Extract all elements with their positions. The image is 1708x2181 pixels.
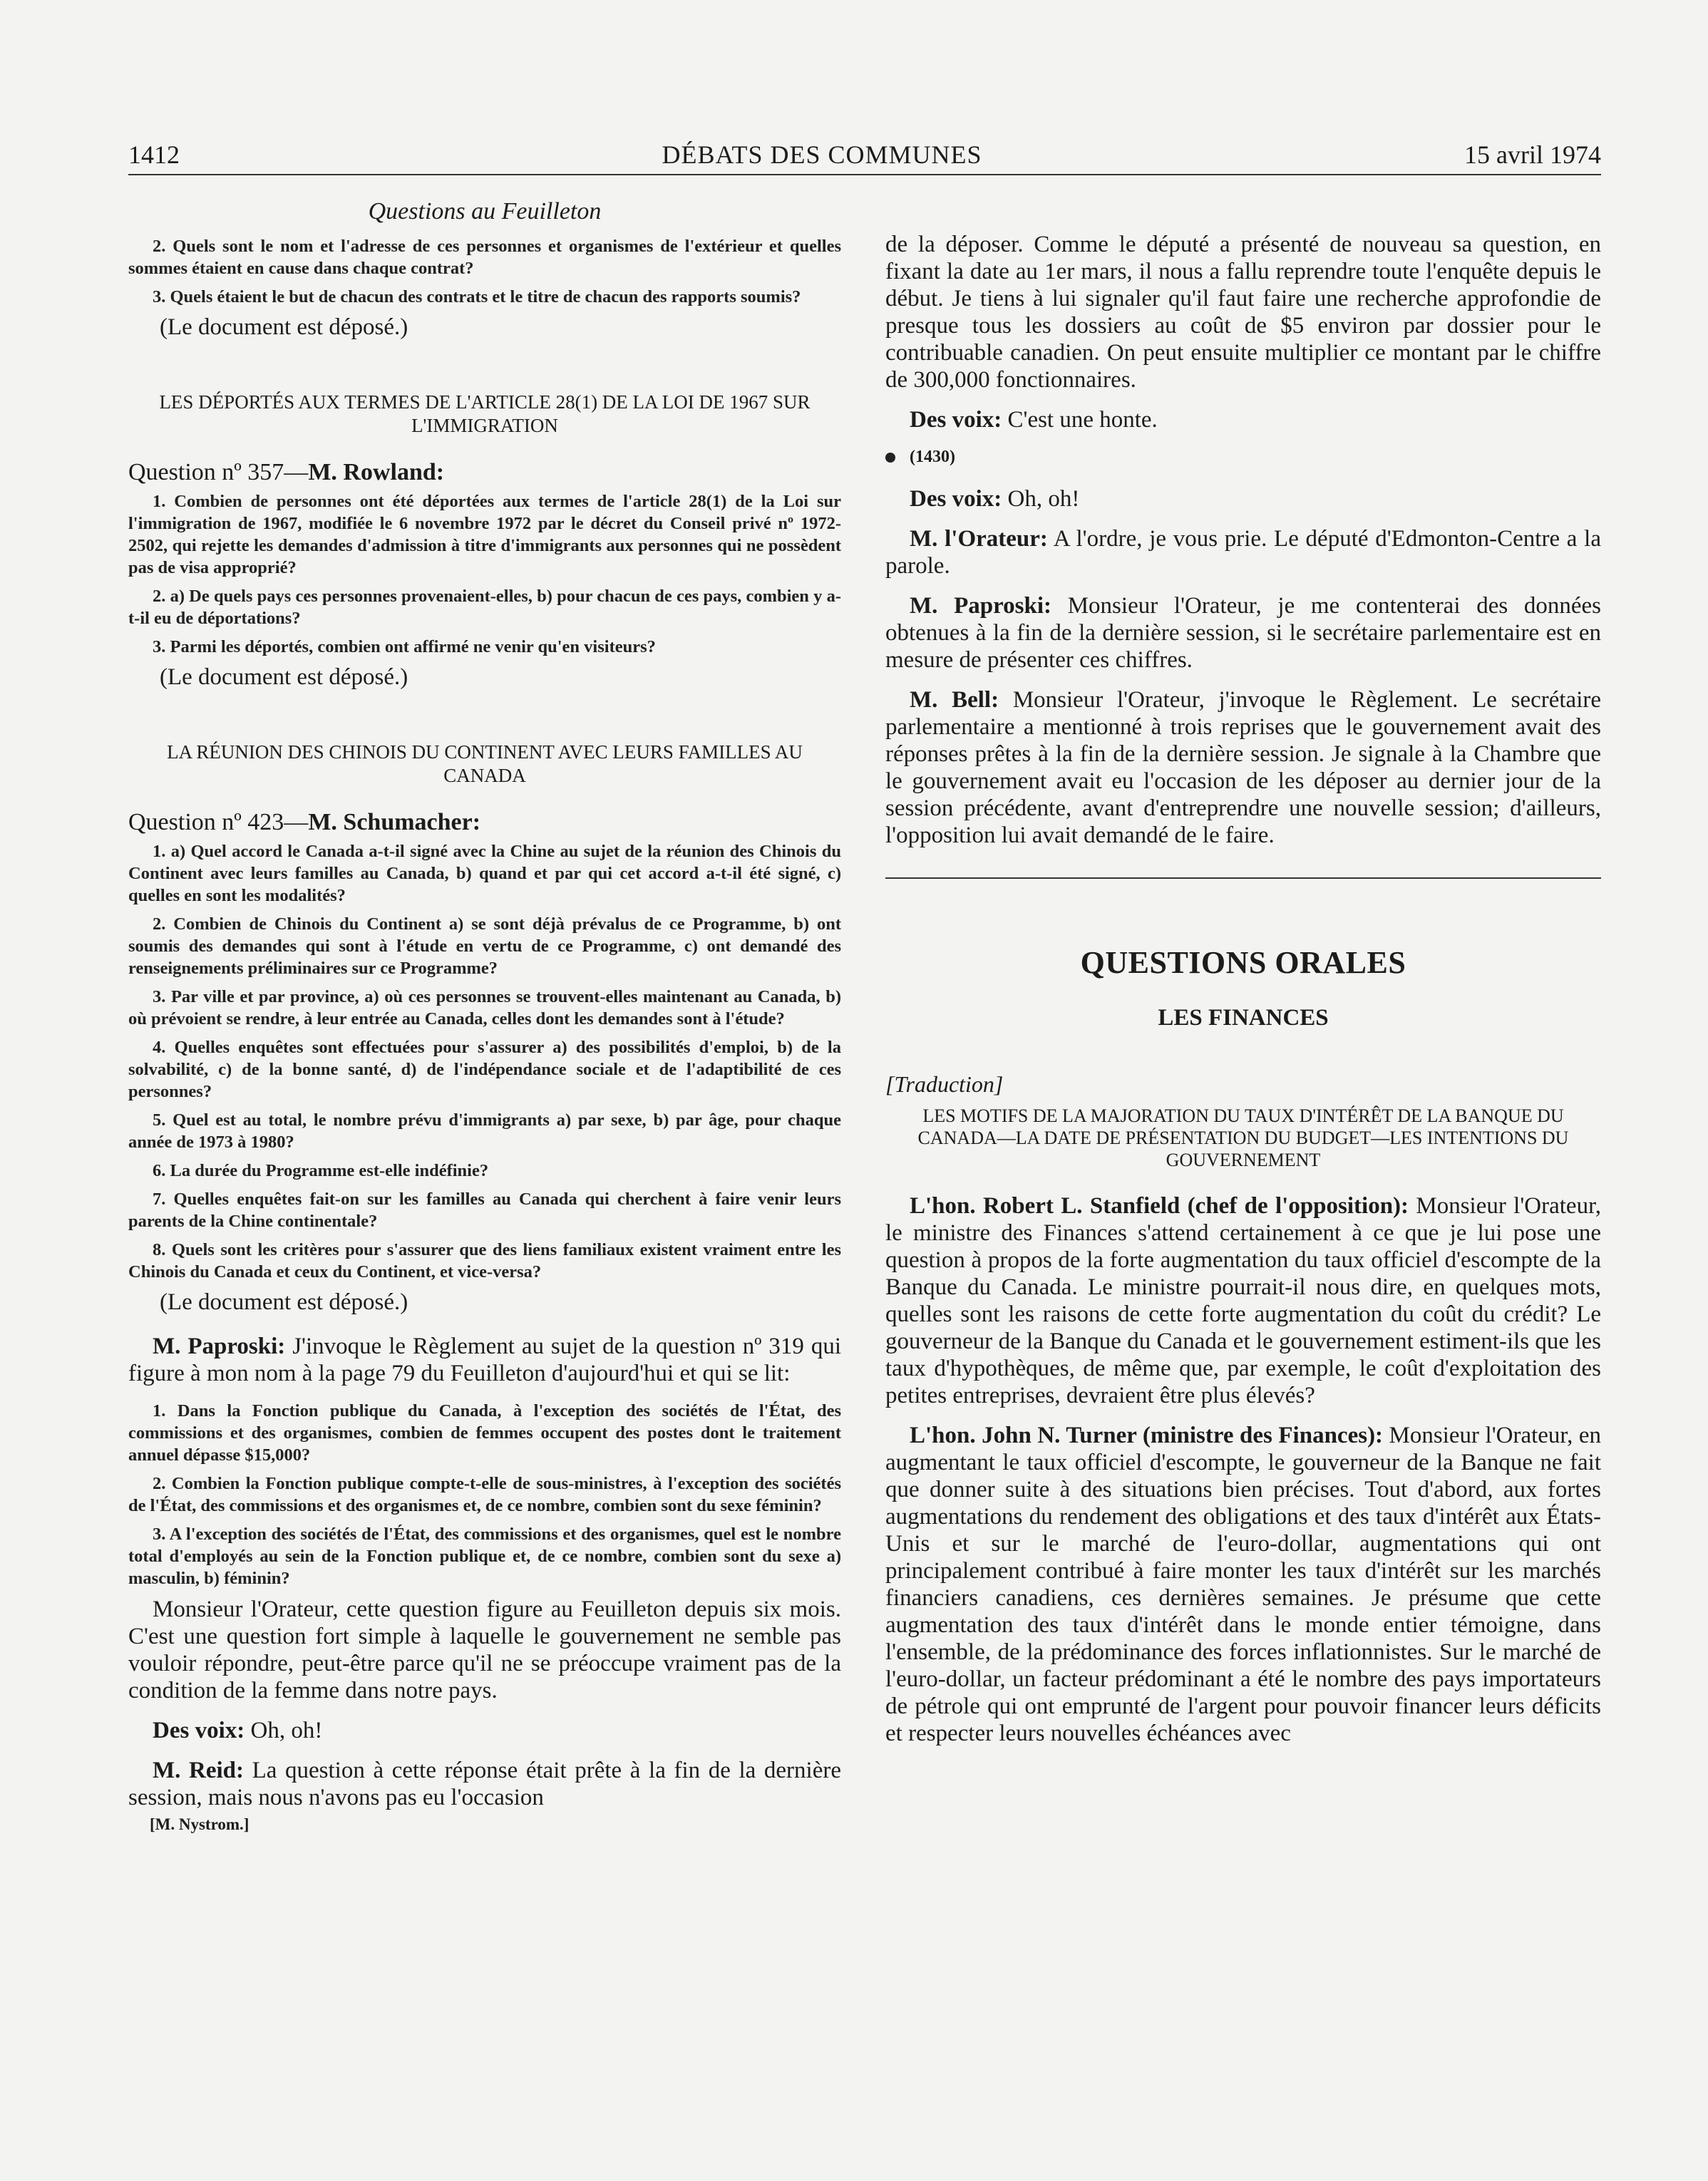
speech-paragraph: [885, 592, 1601, 674]
timestamp-text: (1430): [910, 448, 955, 466]
speech-paragraph: [885, 525, 1601, 579]
page-footnote: [M. Nystrom.]: [150, 1815, 249, 1833]
question-item: 3. Quels étaient le but de chacun des contrats et le titre de chacun des rapports soumis?: [153, 287, 801, 306]
question-item: 1. a) Quel accord le Canada a-t-il signé avec la Chine au sujet de la réunion des Chinois du Continent avec leurs familles au Canada, b) quand et par qui cet accord a-t-il été signé, c) quelles en sont les modalités?: [128, 842, 841, 905]
speech-text: Oh, oh!: [1007, 486, 1080, 512]
question-item: 3. Parmi les déportés, combien ont affirmé ne venir qu'en visiteurs?: [153, 637, 656, 656]
question-item: 2. Combien de Chinois du Continent a) se sont déjà prévalus de ce Programme, b) ont soumis des demandes qui sont à l'étude en vertu de ce Programme, c) ont demandé des renseignements préliminaires sur ce Programme?: [128, 914, 841, 978]
speech-paragraph: [885, 686, 1601, 849]
document-deposited-note: (Le document est déposé.): [160, 1289, 408, 1315]
section-divider: [885, 877, 1601, 879]
speech-paragraph: [885, 485, 1601, 512]
question-number-line: [128, 809, 841, 836]
question-item: 1. Dans la Fonction publique du Canada, à l'exception des sociétés de l'État, des commissions et des organismes, combien de femmes occupent des postes dont le traitement annuel dépasse $15,000?: [128, 1401, 841, 1465]
speech-text: Monsieur l'Orateur, je me contenterai des données obtenues à la fin de la dernière session, si le secrétaire parlementaire est en mesure de présenter ces chiffres.: [885, 593, 1602, 673]
question-item: 2. a) De quels pays ces personnes provenaient-elles, b) pour chacun de ces pays, combien y a-t-il eu de déportations?: [128, 587, 841, 628]
question-member: M. Rowland:: [308, 459, 445, 485]
speech-paragraph: [128, 1333, 841, 1387]
question-heading: LA RÉUNION DES CHINOIS DU CONTINENT AVEC LEURS FAMILLES AU CANADA: [167, 741, 803, 786]
speech-text: Oh, oh!: [250, 1718, 323, 1743]
question-member: M. Schumacher:: [308, 809, 481, 835]
speaker-name: Des voix:: [910, 407, 1002, 433]
speech-paragraph: de la déposer. Comme le député a présenté de nouveau sa question, en fixant la date au 1er mars, il nous a fallu reprendre toute l'enquête depuis le début. Je tiens à lui signaler qu'il faut faire une recherche approfondie de presque tous les dossiers au coût de $5 environ par dossier pour le contribuable canadien. On peut ensuite multiplier ce montant par le chiffre de 300,000 fonctionnaires.: [885, 232, 1601, 393]
question-item: 2. Quels sont le nom et l'adresse de ces personnes et organismes de l'extérieur et quelles sommes étaient en cause dans chaque contrat?: [128, 237, 841, 278]
speaker-name: M. Paproski:: [910, 593, 1052, 619]
speaker-name: M. l'Orateur:: [910, 526, 1048, 552]
speech-text: A l'ordre, je vous prie. Le député d'Edmonton-Centre a la parole.: [885, 526, 1601, 579]
section-label: Questions au Feuilleton: [368, 198, 602, 225]
speaker-name: L'hon. John N. Turner (ministre des Finances):: [910, 1423, 1384, 1448]
document-deposited-note: (Le document est déposé.): [160, 664, 408, 690]
bullet-icon: [885, 453, 895, 463]
speech-text: Monsieur l'Orateur, j'invoque le Règlement. Le secrétaire parlementaire a mentionné à trois reprises que le gouvernement avait des réponses prêtes à la fin de la dernière session. Je signale à la Chambre que le gouvernement avait eu l'occasion de les déposer au dernier jour de la session précédente, avant d'entreprendre une nouvelle session; d'ailleurs, l'opposition lui avait demandé de le faire.: [885, 687, 1601, 848]
translation-note: [Traduction]: [885, 1071, 1004, 1097]
speech-paragraph: Monsieur l'Orateur, cette question figure au Feuilleton depuis six mois. C'est une question fort simple à laquelle le gouvernement ne semble pas vouloir répondre, peut-être parce qu'il ne se préoccupe vraiment pas de la condition de la femme dans notre pays.: [128, 1597, 841, 1703]
right-column: [885, 231, 1601, 1760]
timestamp: [885, 448, 1601, 467]
question-item: 6. La durée du Programme est-elle indéfinie?: [153, 1161, 489, 1180]
speech-paragraph: [128, 1757, 841, 1811]
speaker-name: Des voix:: [910, 486, 1002, 512]
question-item: 4. Quelles enquêtes sont effectuées pour s'assurer a) des possibilités d'emploi, b) de la solvabilité, c) de la bonne santé, d) de l'indépendance sociale et de l'adaptibilité de ces personnes?: [128, 1038, 841, 1101]
page-number: 1412: [128, 140, 180, 169]
document-deposited-note: (Le document est déposé.): [160, 314, 408, 340]
speech-paragraph: [885, 1422, 1601, 1747]
speaker-name: M. Reid:: [153, 1758, 244, 1783]
question-item: 7. Quelles enquêtes fait-on sur les familles au Canada qui cherchent à faire venir leurs parents de la Chine continentale?: [128, 1190, 841, 1231]
question-item: 1. Combien de personnes ont été déportées aux termes de l'article 28(1) de la Loi sur l'immigration de 1967, modifiée le 6 novembre 1972 par le décret du Conseil privé nº 1972-2502, qui rejette les demandes d'admission à titre d'immigrants aux personnes qui ne possèdent pas de visa approprié?: [128, 492, 841, 577]
page-header: [128, 140, 1601, 175]
topic-heading: LES MOTIFS DE LA MAJORATION DU TAUX D'INTÉRÊT DE LA BANQUE DU CANADA—LA DATE DE PRÉSENTATION DU BUDGET—LES INTENTIONS DU GOUVERNEMENT: [917, 1105, 1569, 1170]
left-column: [128, 198, 841, 1834]
question-item: 8. Quels sont les critères pour s'assurer que des liens familiaux existent vraiment entre les Chinois du Canada et ceux du Continent, et vice-versa?: [128, 1240, 841, 1282]
speech-text: J'invoque le Règlement au sujet de la question nº 319 qui figure à mon nom à la page 79 du Feuilleton d'aujourd'hui et qui se lit:: [128, 1334, 842, 1386]
section-title: QUESTIONS ORALES: [1080, 945, 1406, 980]
question-number: Question nº 357—: [128, 459, 309, 485]
speech-text: C'est une honte.: [1007, 407, 1158, 433]
question-item: 5. Quel est au total, le nombre prévu d'immigrants a) par sexe, b) par âge, pour chaque année de 1973 à 1980?: [128, 1110, 841, 1152]
speech-paragraph: [885, 406, 1601, 433]
speech-text: Monsieur l'Orateur, en augmentant le taux officiel d'escompte, le gouverneur de la Banque ne fait que donner suite à des situations bien précises. Tout d'abord, aux fortes augmentations du rendement des obligations et des taux d'intérêt aux États-Unis et sur le marché de l'euro-dollar, augmentations qui ont principalement contribué à faire monter les taux d'intérêt sur les marchés financiers canadiens, ces dernières semaines. Je présume que cette augmentation des taux d'intérêt dans le monde entier témoigne, dans l'ensemble, de la prédominance des forces inflationnistes. Sur le marché de l'euro-dollar, un facteur prédominant a été le nombre des pays importateurs de pétrole qui ont emprunté de l'argent pour pouvoir financer leurs déficits et respecter leurs nouvelles échéances avec: [885, 1423, 1601, 1746]
speech-paragraph: [128, 1717, 841, 1744]
question-item: 3. Par ville et par province, a) où ces personnes se trouvent-elles maintenant au Canada, b) où prévoient se rendre, à leur entrée au Canada, celles dont les demandes sont à l'étude?: [128, 987, 841, 1028]
section-subtitle: LES FINANCES: [1158, 1005, 1329, 1031]
speaker-name: M. Paproski:: [153, 1334, 286, 1359]
journal-title: DÉBATS DES COMMUNES: [662, 140, 982, 169]
question-item: 3. A l'exception des sociétés de l'État, des commissions et des organismes, quel est le nombre total d'employés au sein de la Fonction publique et, de ce nombre, combien sont du sexe a) masculin, b) féminin?: [128, 1525, 841, 1588]
question-heading: LES DÉPORTÉS AUX TERMES DE L'ARTICLE 28(1) DE LA LOI DE 1967 SUR L'IMMIGRATION: [159, 391, 811, 436]
question-number: Question nº 423—: [128, 809, 309, 835]
speech-text: Monsieur l'Orateur, le ministre des Finances s'attend certainement à ce que je lui pose une question à propos de la forte augmentation du taux officiel d'escompte de la Banque du Canada. Le ministre pourrait-il nous dire, en quelques mots, quelles sont les raisons de cette forte augmentation du coût du crédit? Le gouverneur de la Banque du Canada et le gouvernement estiment-ils que les taux d'hypothèques, de même que, par exemple, le coût d'exploitation des petites entreprises, devraient être plus élevés?: [885, 1193, 1601, 1408]
question-number-line: [128, 459, 841, 486]
speaker-name: M. Bell:: [910, 687, 999, 713]
page-date: 15 avril 1974: [1464, 140, 1601, 169]
question-item: 2. Combien la Fonction publique compte-t-elle de sous-ministres, à l'exception des sociétés de l'État, des commissions et des organismes et, de ce nombre, combien sont du sexe féminin?: [128, 1474, 841, 1515]
speech-paragraph: [885, 1192, 1601, 1409]
speaker-name: Des voix:: [153, 1718, 245, 1743]
speaker-name: L'hon. Robert L. Stanfield (chef de l'opposition):: [910, 1193, 1409, 1219]
speech-text: La question à cette réponse était prête à la fin de la dernière session, mais nous n'avons pas eu l'occasion: [128, 1758, 841, 1810]
